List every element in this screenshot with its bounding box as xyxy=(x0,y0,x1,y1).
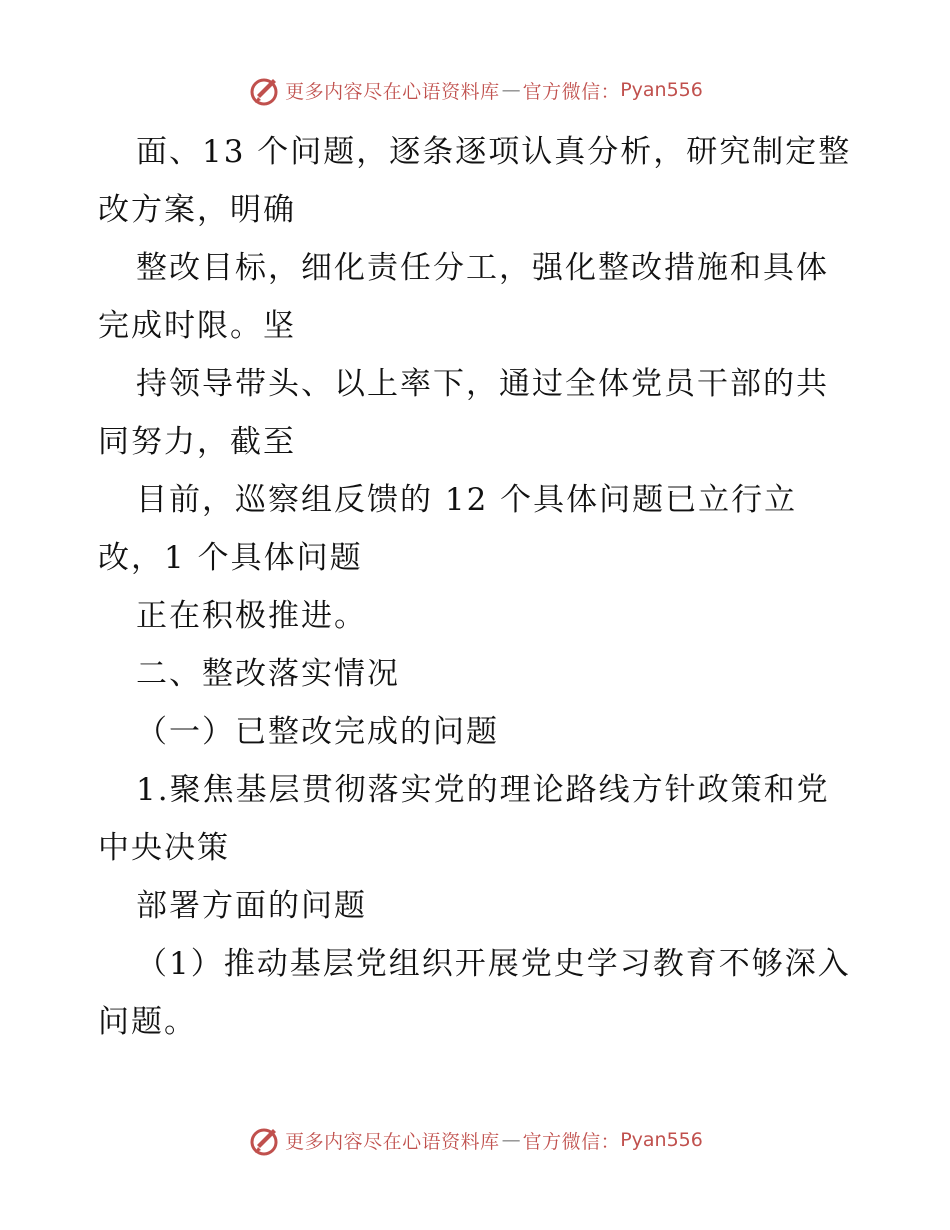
quill-pen-logo-icon xyxy=(247,1123,281,1157)
sub-item-heading: （1）推动基层党组织开展党史学习教育不够深入问题。 xyxy=(98,946,851,1040)
watermark-text: 更多内容尽在心语资料库 xyxy=(285,1130,500,1153)
item-heading: 1.聚焦基层贯彻落实党的理论路线方针政策和党中央决策 xyxy=(98,772,830,866)
watermark-label: 官方微信： xyxy=(522,1130,621,1153)
footer-watermark xyxy=(0,1120,950,1160)
quill-pen-logo-icon xyxy=(247,73,281,107)
paragraph: 持领导带头、以上率下，通过全体党员干部的共同努力，截至 xyxy=(98,366,829,460)
section-heading: 二、整改落实情况 xyxy=(136,656,400,692)
watermark-text: 更多内容尽在心语资料库 xyxy=(285,80,500,103)
header-watermark xyxy=(0,70,950,110)
watermark-wechat-id: Pyan556 xyxy=(620,79,703,101)
watermark-dash: — xyxy=(501,79,521,101)
subsection-heading: （一）已整改完成的问题 xyxy=(136,714,499,750)
paragraph: 整改目标，细化责任分工，强化整改措施和具体完成时限。坚 xyxy=(98,250,829,344)
watermark-label: 官方微信： xyxy=(522,80,621,103)
paragraph: 正在积极推进。 xyxy=(136,598,367,634)
watermark-dash: — xyxy=(501,1129,521,1151)
watermark-wechat-id: Pyan556 xyxy=(620,1129,703,1151)
paragraph: 部署方面的问题 xyxy=(136,888,367,924)
document-body xyxy=(98,123,858,1051)
paragraph: 面、13 个问题，逐条逐项认真分析，研究制定整改方案，明确 xyxy=(98,134,852,228)
paragraph: 目前，巡察组反馈的 12 个具体问题已立行立改，1 个具体问题 xyxy=(98,482,798,576)
